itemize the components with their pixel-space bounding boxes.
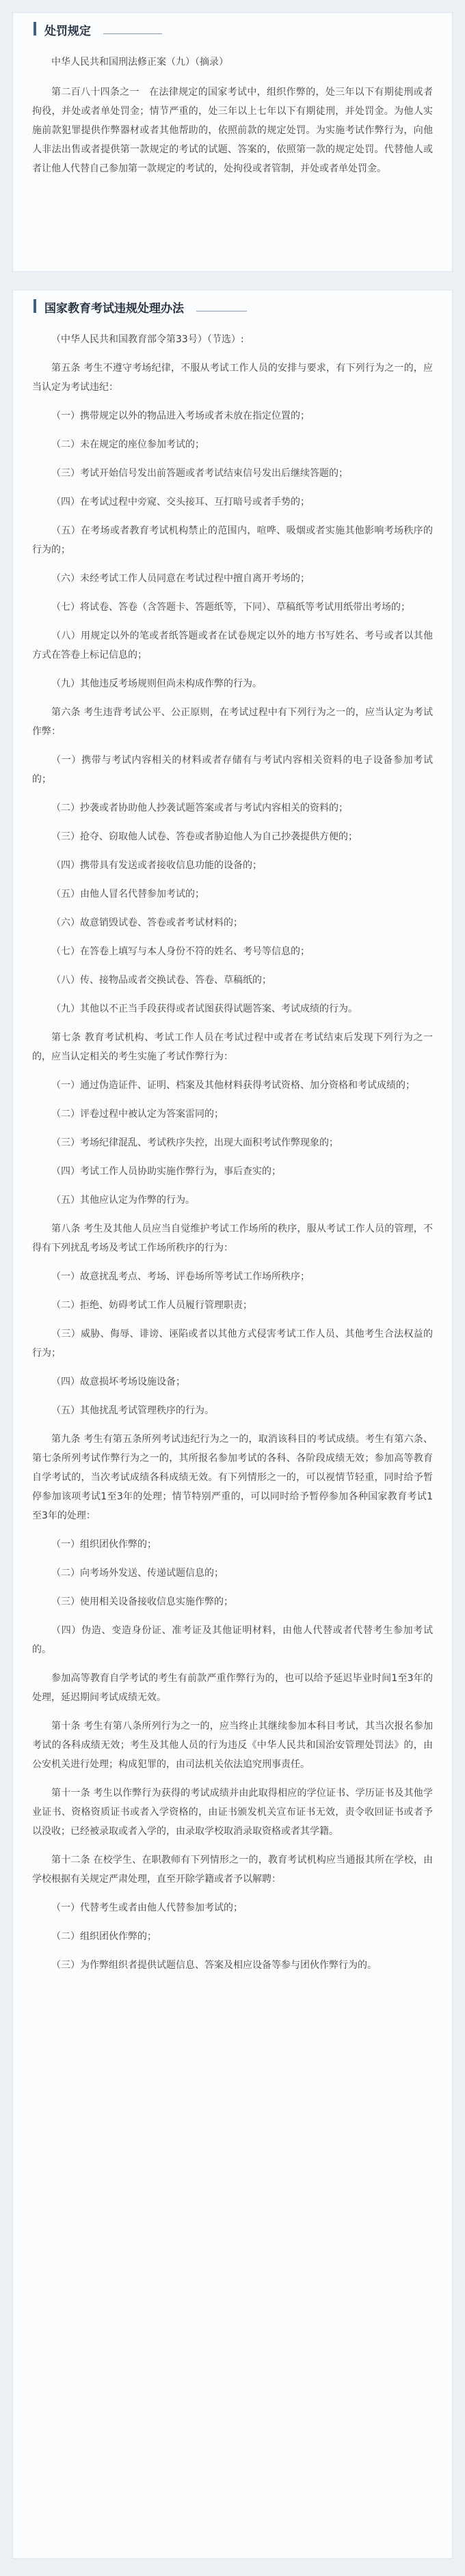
paragraph: 第六条 考生违背考试公平、公正原则，在考试过程中有下列行为之一的，应当认定为考试作弊： (32, 707, 433, 737)
paragraph: （四）故意损坏考场设施设备； (51, 1376, 185, 1387)
paragraph: （二）组织团伙作弊的； (51, 1931, 157, 1942)
paragraph: 第十条 考生有第八条所列行为之一的，应当终止其继续参加本科目考试，其当次报名参加考试的各科成绩无效；考生及其他人员的行为违反《中华人民共和国治安管理处罚法》的，由公安机关进行处理；构成犯罪的，由司法机关依法追究刑事责任。 (32, 1721, 433, 1770)
paragraph: （一）通过伪造证件、证明、档案及其他材料获得考试资格、加分资格和考试成绩的； (51, 1080, 415, 1091)
paragraph: （五）其他扰乱考试管理秩序的行为。 (51, 1405, 214, 1416)
paragraph: （六）未经考试工作人员同意在考试过程中擅自离开考场的； (51, 573, 310, 584)
paragraph: （五）在考场或者教育考试机构禁止的范围内，喧哗、吸烟或者实施其他影响考场秩序的行为的； (32, 525, 433, 555)
paragraph: 第八条 考生及其他人员应当自觉维护考试工作场所的秩序，服从考试工作人员的管理，不得有下列扰乱考场及考试工作场所秩序的行为： (32, 1223, 433, 1254)
paragraph: 第二百八十四条之一 在法律规定的国家考试中，组织作弊的，处三年以下有期徒刑或者拘役，并处或者单处罚金；情节严重的，处三年以上七年以下有期徒刑，并处罚金。为他人实施前款犯罪提供作弊器材或者其他帮助的，依照前款的规定处罚。为实施考试作弊行为，向他人非法出售或者提供第一款规定的考试的试题、答案的，依照第一款的规定处罚。代替他人或者让他人代替自己参加第一款规定的考试的，处拘役或者管制，并处或者单处罚金。 (32, 87, 433, 174)
paragraph: （九）其他以不正当手段获得或者试图获得试题答案、考试成绩的行为。 (51, 1003, 358, 1014)
paragraph: 第七条 教育考试机构、考试工作人员在考试过程中或者在考试结束后发现下列行为之一的，应当认定相关的考生实施了考试作弊行为： (32, 1032, 433, 1062)
paragraph: （二）拒绝、妨碍考试工作人员履行管理职责； (51, 1300, 252, 1311)
section-header (13, 290, 452, 322)
paragraph: （八）用规定以外的笔或者纸答题或者在试卷规定以外的地方书写姓名、考号或者以其他方式在答卷上标记信息的； (32, 631, 433, 661)
paragraph: （四）携带具有发送或者接收信息功能的设备的； (51, 860, 262, 871)
paragraph: （三）威胁、侮辱、诽谤、诬陷或者以其他方式侵害考试工作人员、其他考生合法权益的行为； (32, 1329, 433, 1359)
paragraph: 第十一条 考生以作弊行为获得的考试成绩并由此取得相应的学位证书、学历证书及其他学业证书、资格资质证书或者入学资格的，由证书颁发机关宣布证书无效，责令收回证书或者予以没收；已经被录取或者入学的，由录取学校取消录取资格或者其学籍。 (32, 1788, 433, 1837)
paragraph: （五）其他应认定为作弊的行为。 (51, 1195, 195, 1206)
paragraph: （六）故意销毁试卷、答卷或者考试材料的； (51, 917, 243, 928)
title-underline (103, 33, 162, 34)
section-header (13, 13, 452, 44)
paragraph: （五）由他人冒名代替参加考试的； (51, 889, 204, 900)
section-title: 国家教育考试违规处理办法 (44, 302, 184, 316)
paragraph: （中华人民共和国教育部令第33号）（节选）: (51, 334, 244, 345)
paragraph: （八）传、接物品或者交换试卷、答卷、草稿纸的； (51, 975, 271, 986)
paragraph: （一）故意扰乱考点、考场、评卷场所等考试工作场所秩序； (51, 1271, 310, 1282)
paragraph: 第五条 考生不遵守考场纪律，不服从考试工作人员的安排与要求，有下列行为之一的，应当认定为考试违纪： (32, 363, 433, 393)
paragraph: 第九条 考生有第五条所列考试违纪行为之一的，取消该科目的考试成绩。考生有第六条、第七条所列考试作弊行为之一的，其所报名参加考试的各科、各阶段成绩无效；参加高等教育自学考试的，当次考试成绩各科成绩无效。有下列情形之一的，可以视情节轻重，同时给予暂停参加该项考试1至3年的处理；情节特别严重的，可以同时给予暂停参加各种国家教育考试1至3年的处理： (32, 1434, 433, 1521)
paragraph: （二）抄袭或者协助他人抄袭试题答案或者与考试内容相关的资料的； (51, 803, 348, 814)
paragraph: 中华人民共和国刑法修正案（九）（摘录） (51, 57, 228, 68)
paragraph: 参加高等教育自学考试的考生有前款严重作弊行为的，也可以给予延迟毕业时间1至3年的处理，延迟期间考试成绩无效。 (32, 1673, 433, 1703)
penalty-section (12, 12, 453, 272)
paragraph: （一）代替考生或者由他人代替参加考试的； (51, 1902, 243, 1913)
regulation-section (12, 290, 453, 2559)
paragraph: （九）其他违反考场规则但尚未构成作弊的行为。 (51, 678, 262, 689)
paragraph: （四）在考试过程中旁窥、交头接耳、互打暗号或者手势的； (51, 497, 310, 508)
paragraph: （四）考试工作人员协助实施作弊行为，事后查实的； (51, 1166, 281, 1177)
paragraph: （四）伪造、变造身份证、准考证及其他证明材料，由他人代替或者代替考生参加考试的。 (32, 1625, 433, 1655)
paragraph: （三）使用相关设备接收信息实施作弊的； (51, 1596, 233, 1607)
paragraph: （七）将试卷、答卷（含答题卡、答题纸等，下同）、草稿纸等考试用纸带出考场的； (51, 602, 410, 613)
paragraph: 第十二条 在校学生、在职教师有下列情形之一的，教育考试机构应当通报其所在学校，由学校根据有关规定严肃处理，直至开除学籍或者予以解聘： (32, 1855, 433, 1885)
paragraph: （三）考场纪律混乱、考试秩序失控，出现大面积考试作弊现象的； (51, 1137, 338, 1148)
paragraph: （三）考试开始信号发出前答题或者考试结束信号发出后继续答题的； (51, 468, 348, 479)
section-body (13, 322, 452, 1975)
paragraph: （三）抢夺、窃取他人试卷、答卷或者胁迫他人为自己抄袭提供方便的； (51, 831, 358, 842)
paragraph: （一）携带规定以外的物品进入考场或者未放在指定位置的； (51, 411, 310, 421)
paragraph: （七）在答卷上填写与本人身份不符的姓名、考号等信息的； (51, 946, 310, 957)
section-marker (34, 299, 36, 313)
paragraph: （三）为作弊组织者提供试题信息、答案及相应设备等参与团伙作弊行为的。 (51, 1960, 377, 1971)
paragraph: （一）组织团伙作弊的； (51, 1539, 157, 1550)
paragraph: （二）向考场外发送、传递试题信息的； (51, 1568, 224, 1579)
section-title: 处罚规定 (44, 25, 91, 38)
section-body (13, 44, 452, 178)
paragraph: （二）未在规定的座位参加考试的； (51, 439, 204, 450)
paragraph: （二）评卷过程中被认定为答案雷同的； (51, 1109, 224, 1120)
paragraph: （一）携带与考试内容相关的材料或者存储有与考试内容相关资料的电子设备参加考试的； (32, 755, 433, 785)
section-marker (34, 22, 36, 36)
